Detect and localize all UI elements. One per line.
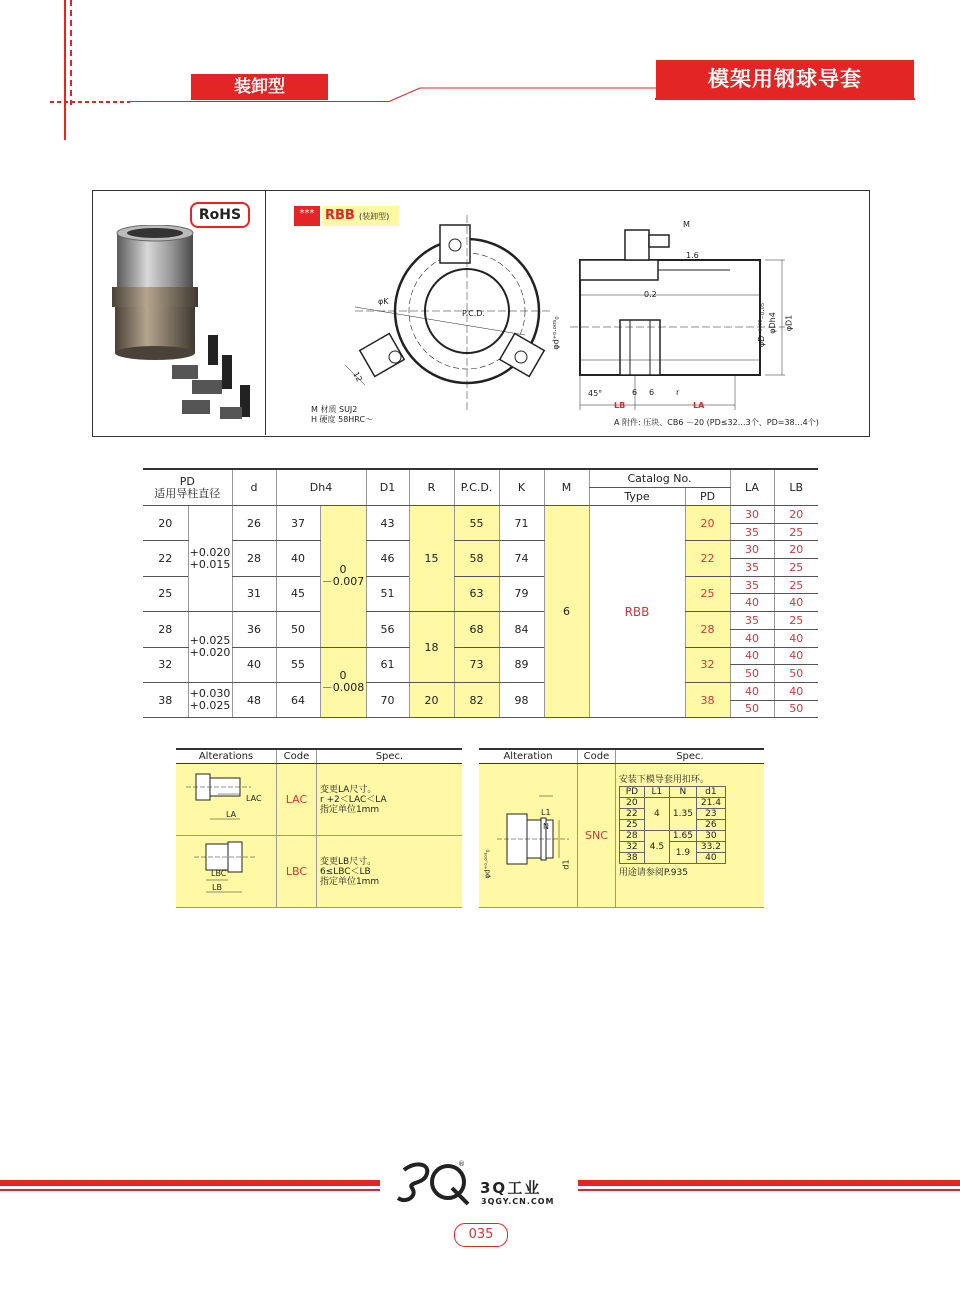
alt-snc-code: SNC (578, 764, 616, 908)
cell-la: 35 (730, 576, 774, 594)
brand-name: 3Q工业 (480, 1179, 542, 1197)
lac-dim-lac: LAC (246, 794, 262, 803)
th-dh4: Dh4 (276, 469, 366, 506)
spec-table (143, 468, 818, 718)
cell-d: 31 (232, 576, 276, 611)
header-vline-2 (70, 0, 72, 105)
tolerance-line: +0.025 (189, 634, 231, 647)
snc-h-l1: L1 (644, 787, 669, 798)
snc-pd: 25 (619, 820, 644, 831)
cell-m: 6 (544, 506, 589, 718)
cell-dh4: 45 (276, 576, 320, 611)
dim-12: 12 (351, 370, 364, 384)
dim-16: 1.6 (686, 251, 699, 260)
snc-h-pd: PD (619, 787, 644, 798)
brand-url: 3QGY.CN.COM (481, 1197, 555, 1206)
cell-la: 40 (730, 629, 774, 647)
cell-dh4-tol-a (320, 506, 366, 648)
cell-pcd: 63 (454, 576, 499, 611)
snc-d1: 21.4 (696, 798, 725, 809)
cell-catalog-pd: 32 (685, 647, 730, 682)
alt-lbc-figure (176, 836, 277, 908)
cell-la: 35 (730, 559, 774, 577)
cell-tol-c (188, 682, 232, 717)
cell-k: 84 (499, 612, 544, 647)
cell-pcd: 68 (454, 612, 499, 647)
snc-h-d1: d1 (696, 787, 725, 798)
alt-snc-figure (479, 764, 578, 908)
snc-pd: 28 (619, 831, 644, 842)
th-d: d (232, 469, 276, 506)
cell-d1: 46 (366, 541, 409, 576)
alt-lbc-spec-1: 变更LB尺寸。 (319, 856, 377, 867)
header-dotline (50, 101, 130, 103)
cell-pd: 28 (143, 612, 188, 647)
cell-d: 28 (232, 541, 276, 576)
cell-la: 50 (730, 665, 774, 683)
snc-dim-l1: L1 (541, 808, 551, 817)
cell-dh4: 64 (276, 682, 320, 717)
cell-catalog-pd: 38 (685, 682, 730, 717)
cell-lb: 50 (774, 665, 818, 683)
cell-lb: 40 (774, 682, 818, 700)
alt-right-h3: Spec. (615, 749, 764, 764)
dim-6a: 6 (632, 388, 638, 397)
cell-lb: 25 (774, 523, 818, 541)
footer-bar-left (0, 1180, 380, 1186)
cell-d1: 61 (366, 647, 409, 682)
cell-lb: 25 (774, 612, 818, 630)
cell-d1: 43 (366, 506, 409, 541)
snc-l1: 4.5 (644, 831, 669, 864)
cell-d1: 56 (366, 612, 409, 647)
th-catalog: Catalog No. (589, 469, 730, 488)
snc-n: 1.9 (669, 842, 696, 864)
snc-d1: 33.2 (696, 842, 725, 853)
tolerance-line: 0 (339, 563, 347, 577)
cell-r: 20 (409, 682, 454, 717)
snc-spec-title: 安装下模导套用扣环。 (618, 775, 709, 785)
dim-m: M (683, 220, 690, 229)
th-pd-sub: 适用导柱直径 (154, 486, 221, 500)
cell-la: 40 (730, 594, 774, 612)
th-m: M (544, 469, 589, 506)
cell-tol-b (188, 612, 232, 683)
tolerance-line: －0.007 (321, 575, 365, 589)
footer-bar-right-thin (578, 1189, 960, 1191)
snc-pd: 20 (619, 798, 644, 809)
cell-catalog-pd: 28 (685, 612, 730, 647)
alt-right-h1: Alteration (479, 749, 578, 764)
th-k: K (499, 469, 544, 506)
cell-la: 40 (730, 682, 774, 700)
cell-d: 36 (232, 612, 276, 647)
footer-bar-right (578, 1180, 960, 1186)
th-pd2: PD (685, 488, 730, 506)
snc-d1: 40 (696, 853, 725, 864)
cell-d: 26 (232, 506, 276, 541)
lbc-dim-lb: LB (212, 883, 222, 892)
tolerance-line: 0 (339, 669, 347, 683)
alt-lbc-code: LBC (277, 836, 317, 908)
cell-la: 35 (730, 523, 774, 541)
cell-r: 15 (409, 506, 454, 612)
tolerance-line: －0.008 (321, 681, 365, 695)
material-line: M 材质 SUJ2 (311, 405, 358, 414)
th-lb: LB (774, 469, 818, 506)
cell-d: 48 (232, 682, 276, 717)
cell-pd: 38 (143, 682, 188, 717)
header-line-bend (380, 86, 670, 104)
hardness-line: H 硬度 58HRC～ (311, 415, 374, 424)
cell-pd: 22 (143, 541, 188, 576)
th-pd-label: PD (179, 474, 195, 488)
dim-d-tol: φd⁺⁰·⁰⁰⁵₀ (551, 316, 561, 350)
snc-pd: 38 (619, 853, 644, 864)
product-photo (100, 225, 260, 430)
cell-catalog-pd: 20 (685, 506, 730, 541)
cell-pd: 32 (143, 647, 188, 682)
th-type: Type (589, 488, 685, 506)
snc-dim-n: N (543, 822, 549, 831)
alt-lac-figure (176, 764, 277, 836)
alt-right-h2: Code (578, 749, 616, 764)
rohs-badge: RoHS (190, 202, 250, 228)
cell-lb: 40 (774, 594, 818, 612)
cell-la: 50 (730, 700, 774, 718)
cell-d: 40 (232, 647, 276, 682)
snc-d1: 30 (696, 831, 725, 842)
cell-pcd: 73 (454, 647, 499, 682)
brand-reg: ® (458, 1160, 465, 1168)
cell-la: 35 (730, 612, 774, 630)
cell-r: 18 (409, 612, 454, 683)
cell-pd: 20 (143, 506, 188, 541)
cell-catalog-pd: 22 (685, 541, 730, 576)
alt-snc-spec (615, 764, 764, 908)
dim-D-tol: φD⁻⁰·⁰³₋₀.₀₅ (757, 302, 767, 348)
snc-n: 1.65 (669, 831, 696, 842)
cell-tol-a (188, 506, 232, 612)
cell-la: 30 (730, 541, 774, 559)
front-view-drawing (335, 215, 555, 415)
cell-lb: 25 (774, 559, 818, 577)
header-vline-1 (64, 0, 66, 140)
cell-dh4: 55 (276, 647, 320, 682)
cell-lb: 20 (774, 506, 818, 524)
alt-left-h2: Code (277, 749, 317, 764)
alt-lac-spec-2: r +2＜LAC＜LA (319, 794, 387, 805)
dim-dh4: φDh4 (767, 312, 777, 334)
snc-note: 用途请参阅P.935 (618, 868, 688, 878)
snc-h-n: N (669, 787, 696, 798)
cell-dh4: 40 (276, 541, 320, 576)
snc-pd: 32 (619, 842, 644, 853)
alt-lbc-spec-2: 6≤LBC＜LB (319, 866, 371, 877)
snc-pd: 22 (619, 809, 644, 820)
lbc-dim-lbc: LBC (211, 869, 227, 878)
alt-lac-spec-1: 变更LA尺寸。 (319, 784, 377, 795)
snc-d1: 26 (696, 820, 725, 831)
dim-45: 45° (588, 389, 603, 398)
tolerance-line: +0.030 (189, 687, 231, 701)
tolerance-line: +0.015 (189, 557, 231, 571)
cell-pcd: 55 (454, 506, 499, 541)
tolerance-line: +0.020 (189, 545, 231, 559)
header-right-tab: 模架用钢球导套 (656, 60, 914, 98)
cell-lb: 40 (774, 629, 818, 647)
th-r: R (409, 469, 454, 506)
cell-pcd: 58 (454, 541, 499, 576)
alterations-table-right (479, 748, 764, 908)
cell-la: 40 (730, 647, 774, 665)
snc-dim-d: φd⁺⁰·⁰⁰⁵₀ (483, 849, 492, 879)
spec-table-body (143, 506, 818, 718)
tolerance-line: +0.025 (189, 699, 231, 713)
dim-02: 0.2 (644, 290, 657, 299)
type-sub: (装卸型) (358, 212, 390, 221)
type-code: RBB (325, 208, 355, 223)
product-box-divider (265, 191, 266, 435)
cell-type: RBB (589, 506, 685, 718)
cell-pcd: 82 (454, 682, 499, 717)
dim-lb: LB (614, 401, 626, 410)
th-la: LA (730, 469, 774, 506)
snc-n: 1.35 (669, 798, 696, 831)
alt-left-h3: Spec. (316, 749, 462, 764)
cell-k: 74 (499, 541, 544, 576)
cell-la: 30 (730, 506, 774, 524)
lac-dim-la: LA (226, 810, 237, 819)
header-left-tab: 装卸型 (191, 74, 328, 100)
alt-lac-spec-3: 指定单位1mm (319, 804, 380, 815)
stars-badge: *** (294, 206, 320, 226)
cell-k: 71 (499, 506, 544, 541)
snc-d1: 23 (696, 809, 725, 820)
dim-la: LA (693, 401, 705, 410)
alt-left-h1: Alterations (176, 749, 277, 764)
snc-dim-d1: d1 (561, 859, 571, 870)
dim-k: φK (378, 297, 389, 306)
alt-lbc-spec (316, 836, 462, 908)
cell-lb: 40 (774, 647, 818, 665)
dim-6b: 6 (649, 388, 655, 397)
dim-pcd: P.C.D. (462, 309, 485, 318)
cell-lb: 20 (774, 541, 818, 559)
accessory-note: A 附件: 压块、CB6 －20 (PD≤32…3个、PD=38…4个) (614, 418, 819, 427)
footer-bar-left-thin (0, 1189, 380, 1191)
snc-diagram (479, 764, 577, 904)
cell-dh4: 50 (276, 612, 320, 647)
header-line-right (655, 98, 915, 100)
th-pcd: P.C.D. (454, 469, 499, 506)
cell-d1: 51 (366, 576, 409, 611)
cell-catalog-pd: 25 (685, 576, 730, 611)
dim-d1: φD1 (784, 314, 794, 332)
alt-lac-spec (316, 764, 462, 836)
alt-lac-code: LAC (277, 764, 317, 836)
cell-k: 89 (499, 647, 544, 682)
page-number: 035 (454, 1223, 508, 1247)
cell-dh4: 37 (276, 506, 320, 541)
th-d1: D1 (366, 469, 409, 506)
alterations-table-left (176, 748, 462, 908)
snc-inner-table (619, 786, 726, 864)
cell-dh4-tol-b (320, 647, 366, 718)
cell-d1: 70 (366, 682, 409, 717)
dim-r: r (676, 388, 680, 397)
header-line (130, 101, 390, 102)
th-pd (143, 469, 232, 506)
cell-lb: 25 (774, 576, 818, 594)
cell-lb: 50 (774, 700, 818, 718)
cell-pd: 25 (143, 576, 188, 611)
cell-k: 79 (499, 576, 544, 611)
alt-lbc-spec-3: 指定单位1mm (319, 876, 380, 887)
snc-l1: 4 (644, 798, 669, 831)
cell-k: 98 (499, 682, 544, 717)
tolerance-line: +0.020 (189, 646, 231, 659)
